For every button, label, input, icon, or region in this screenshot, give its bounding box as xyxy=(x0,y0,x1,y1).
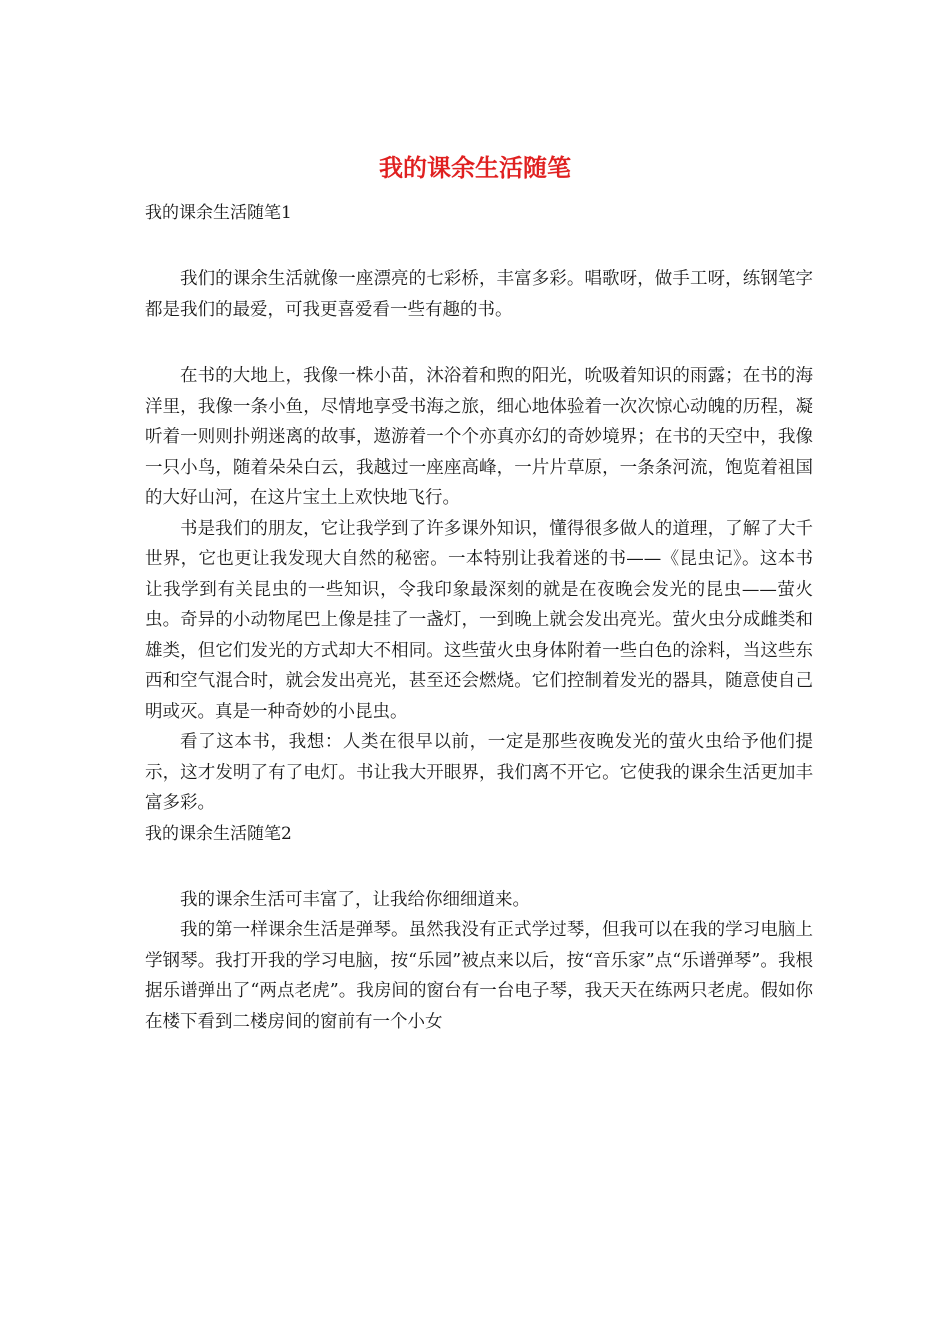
paragraph-2-2: 我的第一样课余生活是弹琴。虽然我没有正式学过琴，但我可以在我的学习电脑上学钢琴。我打开我的学习电脑，按“乐园”被点来以后，按“音乐家”点“乐谱弹琴”。我根据乐谱弹出了“两点老虎”。我房间的窗台有一台电子琴，我天天在练两只老虎。假如你在楼下看到二楼房间的窗前有一个小女 xyxy=(145,920,813,1032)
paragraph-1-1: 我们的课余生活就像一座漂亮的七彩桥，丰富多彩。唱歌呀，做手工呀，练钢笔字都是我们的最爱，可我更喜爱看一些有趣的书。 xyxy=(145,269,813,320)
document-body xyxy=(145,198,813,1037)
section-heading-2: 我的课余生活随笔2 xyxy=(145,823,292,844)
paragraph-1-4: 看了这本书，我想：人类在很早以前，一定是那些夜晚发光的萤火虫给予他们提示，这才发明了有了电灯。书让我大开眼界，我们离不开它。它使我的课余生活更加丰富多彩。 xyxy=(145,732,813,813)
section-heading-1: 我的课余生活随笔1 xyxy=(145,203,292,223)
paragraph-2-1: 我的课余生活可丰富了，让我给你细细道来。 xyxy=(180,889,530,910)
document-title: 我的课余生活随笔 xyxy=(379,153,571,182)
paragraph-1-2: 在书的大地上，我像一株小苗，沐浴着和煦的阳光，吮吸着知识的雨露；在书的海洋里，我像一条小鱼，尽情地享受书海之旅，细心地体验着一次次惊心动魄的历程，凝听着一则则扑朔迷离的故事，遨游着一个个亦真亦幻的奇妙境界；在书的天空中，我像一只小鸟，随着朵朵白云，我越过一座座高峰，一片片草原，一条条河流，饱览着祖国的大好山河，在这片宝土上欢快地飞行。 xyxy=(145,366,813,508)
paragraph-1-3: 书是我们的朋友，它让我学到了许多课外知识，懂得很多做人的道理，了解了大千世界，它也更让我发现大自然的秘密。一本特别让我着迷的书——《昆虫记》。这本书让我学到有关昆虫的一些知识，令我印象最深刻的就是在夜晚会发光的昆虫——萤火虫。奇异的小动物尾巴上像是挂了一盏灯，一到晚上就会发出亮光。萤火虫分成雌类和雄类，但它们发光的方式却大不相同。这些萤火虫身体附着一些白色的涂料，当这些东西和空气混合时，就会发出亮光，甚至还会燃烧。它们控制着发光的器具，随意使自己明或灭。真是一种奇妙的小昆虫。 xyxy=(145,518,813,722)
